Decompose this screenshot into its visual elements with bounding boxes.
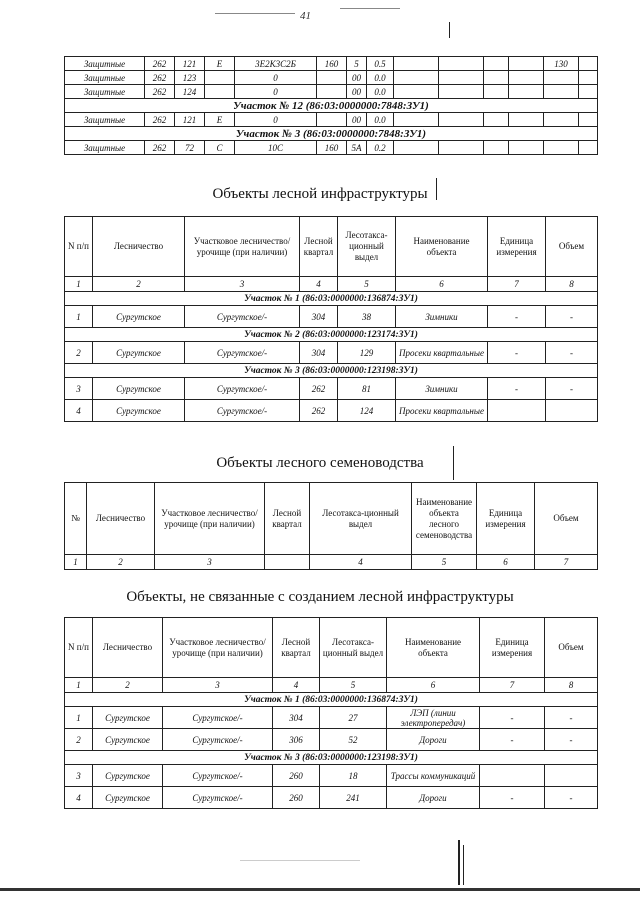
table-cell: 0.5 (367, 57, 394, 71)
table-cell: 306 (273, 729, 320, 751)
table-cell: Сургутское/- (163, 707, 273, 729)
table-row (65, 306, 598, 328)
column-header: Лесничество (93, 618, 163, 678)
table-cell: Сургутское/- (163, 729, 273, 751)
table-cell: 304 (300, 306, 338, 328)
table-cell: Сургутское (93, 765, 163, 787)
table-cell: - (546, 378, 598, 400)
table-cell: Сургутское (93, 707, 163, 729)
table-cell: Сургутское (93, 306, 185, 328)
table-cell (394, 57, 439, 71)
column-number: 3 (185, 277, 300, 292)
table-cell: 00 (347, 71, 367, 85)
table-cell: 124 (175, 85, 205, 99)
table-cell: 262 (300, 378, 338, 400)
table-cell (488, 400, 546, 422)
table-cell (579, 71, 598, 85)
table-row (65, 400, 598, 422)
table-cell (394, 113, 439, 127)
section-row (65, 751, 598, 765)
non-infra-table (64, 617, 598, 809)
column-header: Участковое лесничество/урочище (при наличии) (163, 618, 273, 678)
table-cell: 5А (347, 141, 367, 155)
table-row (65, 113, 598, 127)
table-cell (509, 57, 544, 71)
column-header: № (65, 483, 87, 555)
column-number (265, 555, 310, 570)
column-header: Участковое лесничество/урочище (при наличии) (155, 483, 265, 555)
table-cell: Защитные (65, 85, 145, 99)
column-number: 7 (480, 678, 545, 693)
table-cell: Дороги (387, 729, 480, 751)
section-row (65, 693, 598, 707)
table-cell: 304 (300, 342, 338, 364)
column-number: 5 (320, 678, 387, 693)
column-header: Лесничество (93, 217, 185, 277)
table-cell: Трассы коммуникаций (387, 765, 480, 787)
column-number: 5 (338, 277, 396, 292)
table-cell: 1 (65, 306, 93, 328)
table-cell: 0 (235, 85, 317, 99)
column-number: 2 (93, 277, 185, 292)
table-cell: 0 (235, 113, 317, 127)
column-header: Лесотакса-ционный выдел (310, 483, 412, 555)
table-cell: Сургутское (93, 729, 163, 751)
table-cell: Сургутское/- (163, 765, 273, 787)
table-cell: - (488, 306, 546, 328)
table-row (65, 378, 598, 400)
column-header: Наименование объекта лесного семеноводства (412, 483, 477, 555)
column-header: Лесной квартал (300, 217, 338, 277)
table-cell: 1 (65, 707, 93, 729)
table-cell: 38 (338, 306, 396, 328)
table-cell: 00 (347, 85, 367, 99)
column-number: 3 (163, 678, 273, 693)
column-header: Объем (535, 483, 598, 555)
table-cell: 129 (338, 342, 396, 364)
table-cell: 52 (320, 729, 387, 751)
top-table (64, 56, 598, 155)
table-cell: 00 (347, 113, 367, 127)
table-row (65, 729, 598, 751)
margin-mark (458, 840, 460, 885)
column-number: 4 (310, 555, 412, 570)
table-cell (484, 57, 509, 71)
table-row (65, 707, 598, 729)
table-cell: 262 (145, 141, 175, 155)
table-cell: 260 (273, 765, 320, 787)
table-cell (545, 765, 598, 787)
table-cell (480, 765, 545, 787)
column-header: Лесотакса-ционный выдел (338, 217, 396, 277)
table-cell: Зимники (396, 306, 488, 328)
table-cell: Сургутское (93, 400, 185, 422)
table-cell: 3 (65, 378, 93, 400)
table-row (65, 71, 598, 85)
section-row (65, 127, 598, 141)
table-cell: Сургутское/- (185, 342, 300, 364)
column-header: Единица измерения (480, 618, 545, 678)
table-cell: 27 (320, 707, 387, 729)
table-cell: 262 (145, 57, 175, 71)
table-cell (579, 141, 598, 155)
table-cell: 124 (338, 400, 396, 422)
table-cell: 121 (175, 57, 205, 71)
table-cell: 160 (317, 141, 347, 155)
table-cell: 0.0 (367, 85, 394, 99)
page-number: 41 (300, 10, 311, 22)
seed-objects-table (64, 482, 598, 570)
table-row (65, 85, 598, 99)
section-row (65, 99, 598, 113)
table-cell: Сургутское/- (185, 400, 300, 422)
table-cell (544, 113, 579, 127)
table-cell: 304 (273, 707, 320, 729)
table-cell: 18 (320, 765, 387, 787)
column-number: 8 (546, 277, 598, 292)
column-number: 5 (412, 555, 477, 570)
column-header: Наименование объекта (387, 618, 480, 678)
table-row (65, 57, 598, 71)
section-label: Участок № 12 (86:03:0000000:7848:ЗУ1) (65, 99, 598, 113)
table-cell: - (480, 729, 545, 751)
table-cell (544, 71, 579, 85)
section-label: Участок № 3 (86:03:0000000:7848:ЗУ1) (65, 127, 598, 141)
table-cell (544, 85, 579, 99)
table-cell: 262 (145, 113, 175, 127)
table-cell: - (546, 306, 598, 328)
table-cell (205, 85, 235, 99)
table-cell (509, 141, 544, 155)
column-header: Единица измерения (488, 217, 546, 277)
table-cell: 160 (317, 57, 347, 71)
scan-noise (215, 13, 295, 14)
table-cell: 121 (175, 113, 205, 127)
table-cell (509, 85, 544, 99)
table-cell: 2 (65, 729, 93, 751)
table-cell: Просеки квартальные (396, 342, 488, 364)
table-cell: 81 (338, 378, 396, 400)
table-cell: 0.0 (367, 113, 394, 127)
column-header: Объем (545, 618, 598, 678)
column-number: 1 (65, 555, 87, 570)
column-number: 6 (477, 555, 535, 570)
column-number: 4 (300, 277, 338, 292)
table-cell (317, 113, 347, 127)
table-cell: Защитные (65, 141, 145, 155)
seed-objects-title: Объекты лесного семеноводства (216, 455, 424, 471)
table-cell: 0 (235, 71, 317, 85)
column-number: 6 (387, 678, 480, 693)
table-cell: - (545, 787, 598, 809)
column-header: Лесничество (87, 483, 155, 555)
table-cell (394, 85, 439, 99)
table-cell (439, 57, 484, 71)
table-cell (439, 71, 484, 85)
table-cell (484, 113, 509, 127)
table-cell: 4 (65, 787, 93, 809)
column-header: Лесной квартал (273, 618, 320, 678)
table-cell: Защитные (65, 57, 145, 71)
table-cell (317, 71, 347, 85)
table-cell: Сургутское (93, 378, 185, 400)
table-cell: Зимники (396, 378, 488, 400)
table-row (65, 765, 598, 787)
section-row (65, 292, 598, 306)
scan-edge (0, 888, 640, 891)
table-cell (546, 400, 598, 422)
table-row (65, 787, 598, 809)
table-cell (484, 71, 509, 85)
table-cell: Сургутское (93, 787, 163, 809)
table-cell: Сургутское/- (163, 787, 273, 809)
column-number: 3 (155, 555, 265, 570)
section-row (65, 328, 598, 342)
table-cell: 2 (65, 342, 93, 364)
column-number: 2 (87, 555, 155, 570)
table-cell (509, 113, 544, 127)
section-label: Участок № 2 (86:03:0000000:123174:ЗУ1) (65, 328, 598, 342)
forest-infra-table (64, 216, 598, 422)
column-number: 1 (65, 678, 93, 693)
section-label: Участок № 3 (86:03:0000000:123198:ЗУ1) (65, 364, 598, 378)
table-cell: - (480, 787, 545, 809)
non-infra-title: Объекты, не связанные с созданием лесной инфраструктуры (126, 589, 514, 605)
table-cell: ЛЭП (линии электропередач) (387, 707, 480, 729)
table-cell: 3 (65, 765, 93, 787)
table-cell: 3Е2К3С2Б (235, 57, 317, 71)
table-cell: С (205, 141, 235, 155)
table-cell: Дороги (387, 787, 480, 809)
column-header: Лесной квартал (265, 483, 310, 555)
table-cell (579, 113, 598, 127)
table-cell (205, 71, 235, 85)
section-label: Участок № 1 (86:03:0000000:136874:ЗУ1) (65, 693, 598, 707)
column-number: 7 (488, 277, 546, 292)
column-header: N п/п (65, 618, 93, 678)
table-cell: Просеки квартальные (396, 400, 488, 422)
table-cell: Защитные (65, 71, 145, 85)
column-number: 8 (545, 678, 598, 693)
table-cell: 4 (65, 400, 93, 422)
table-cell: - (488, 378, 546, 400)
table-cell: - (480, 707, 545, 729)
table-cell (394, 141, 439, 155)
column-header: Объем (546, 217, 598, 277)
column-header: Единица измерения (477, 483, 535, 555)
section-label: Участок № 3 (86:03:0000000:123198:ЗУ1) (65, 751, 598, 765)
table-cell (544, 141, 579, 155)
table-cell (509, 71, 544, 85)
table-cell (439, 85, 484, 99)
margin-mark (449, 22, 450, 38)
table-row (65, 342, 598, 364)
table-cell: - (545, 707, 598, 729)
table-cell: - (546, 342, 598, 364)
table-cell: 262 (145, 85, 175, 99)
table-row (65, 141, 598, 155)
section-label: Участок № 1 (86:03:0000000:136874:ЗУ1) (65, 292, 598, 306)
table-cell: 5 (347, 57, 367, 71)
column-header: Лесотакса-ционный выдел (320, 618, 387, 678)
table-cell: Защитные (65, 113, 145, 127)
table-cell: - (545, 729, 598, 751)
table-cell: 262 (300, 400, 338, 422)
table-cell: Е (205, 113, 235, 127)
table-cell (394, 71, 439, 85)
table-cell: 123 (175, 71, 205, 85)
table-cell: 10С (235, 141, 317, 155)
table-cell: 72 (175, 141, 205, 155)
table-cell (439, 141, 484, 155)
table-cell: Сургутское (93, 342, 185, 364)
table-cell (439, 113, 484, 127)
table-cell: Сургутское/- (185, 306, 300, 328)
column-number: 2 (93, 678, 163, 693)
column-number: 1 (65, 277, 93, 292)
table-cell (579, 85, 598, 99)
table-cell: 262 (145, 71, 175, 85)
column-number: 6 (396, 277, 488, 292)
table-cell: 130 (544, 57, 579, 71)
column-number: 7 (535, 555, 598, 570)
table-cell: 241 (320, 787, 387, 809)
table-cell: 260 (273, 787, 320, 809)
table-cell (484, 141, 509, 155)
table-cell (317, 85, 347, 99)
column-header: N п/п (65, 217, 93, 277)
table-cell: - (488, 342, 546, 364)
scan-noise (340, 8, 400, 9)
table-cell (579, 57, 598, 71)
table-cell: Сургутское/- (185, 378, 300, 400)
forest-infra-title: Объекты лесной инфраструктуры (212, 186, 428, 202)
column-header: Наименование объекта (396, 217, 488, 277)
table-cell: 0.0 (367, 71, 394, 85)
section-row (65, 364, 598, 378)
table-cell (484, 85, 509, 99)
margin-mark (463, 845, 464, 885)
table-cell: Е (205, 57, 235, 71)
column-number: 4 (273, 678, 320, 693)
column-header: Участковое лесничество/урочище (при наличии) (185, 217, 300, 277)
table-cell: 0.2 (367, 141, 394, 155)
scan-noise (240, 860, 360, 861)
